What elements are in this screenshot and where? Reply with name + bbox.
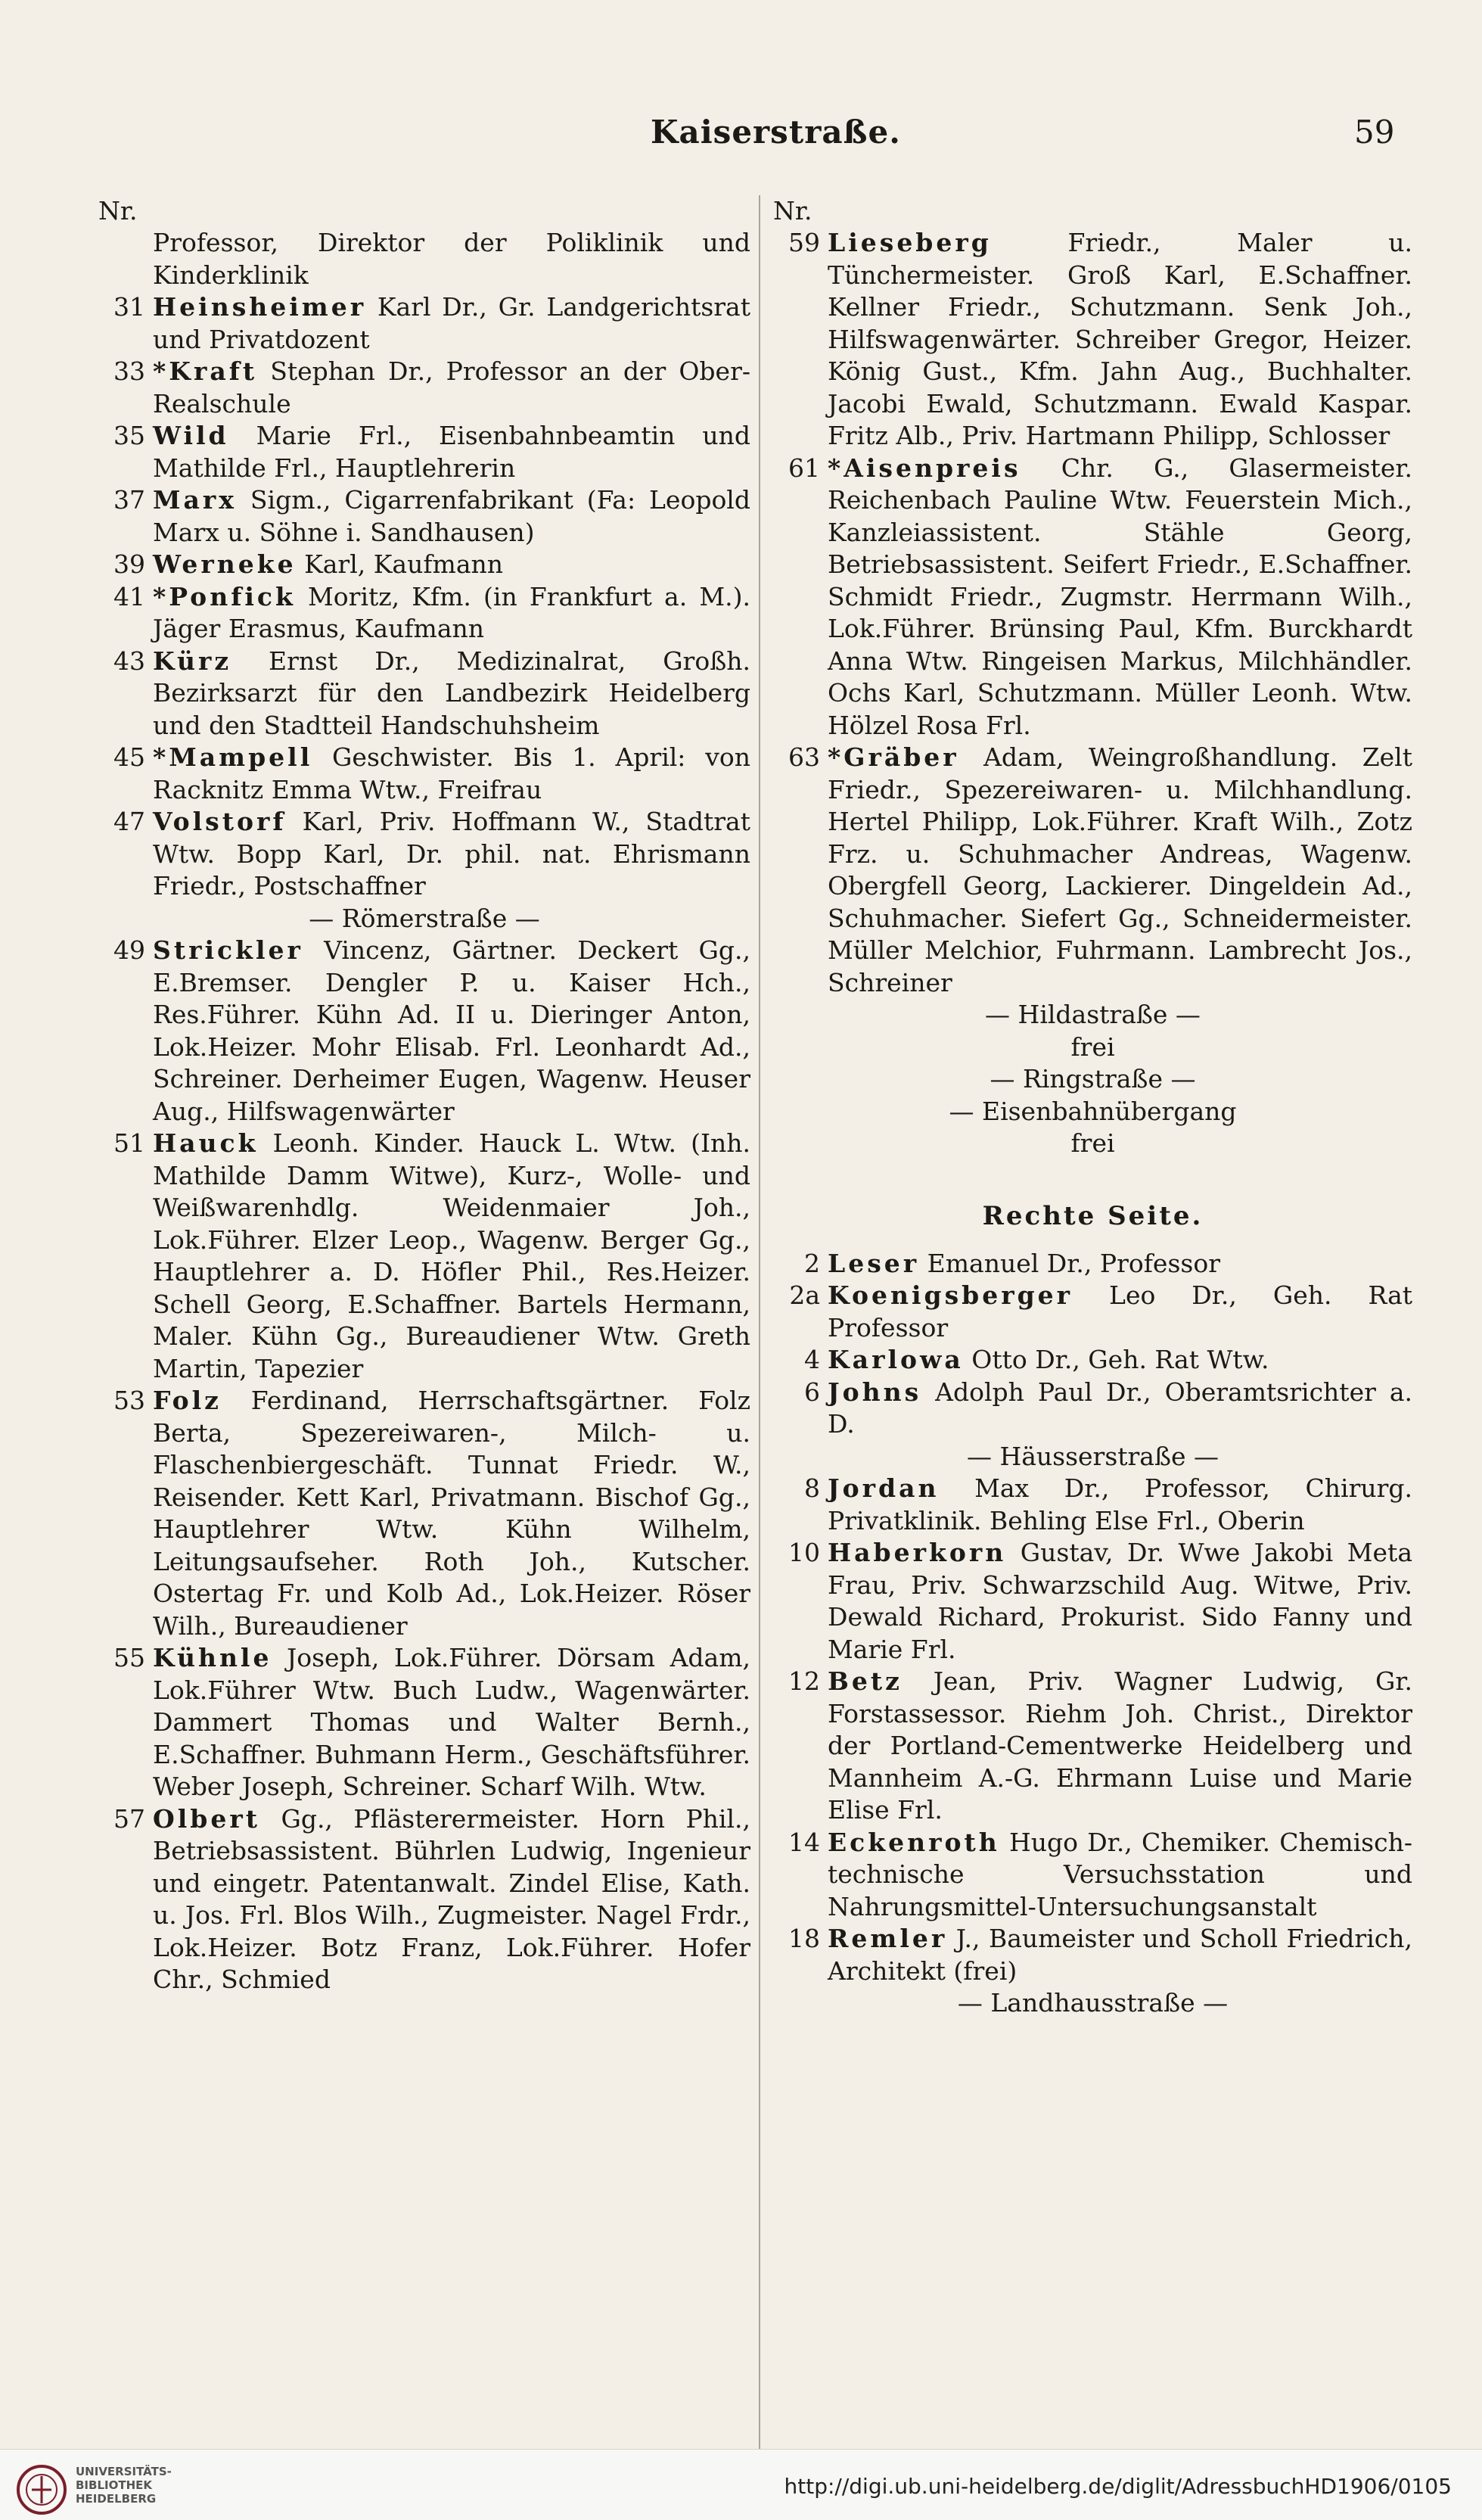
owner-name: Lieseberg (828, 228, 992, 257)
owner-name: Johns (828, 1377, 922, 1407)
residents-text: Geschwister. Bis 1. April: von Racknitz Emma Wtw., Freifrau (153, 742, 750, 804)
street-separator-haeusserstrasse: — Häusserstraße — (966, 1441, 1219, 1471)
owner-name: Heinsheimer (153, 292, 367, 322)
entry-text (153, 1642, 750, 1803)
entry-text (153, 742, 750, 806)
right-entry-list (773, 227, 1412, 999)
street-separator-landhausstrasse: — Landhausstraße — (957, 1988, 1229, 2018)
house-number: 37 (113, 485, 145, 515)
entry-text (828, 1280, 1412, 1344)
owner-name: Haberkorn (828, 1538, 1007, 1567)
house-number: 57 (113, 1803, 145, 1834)
house-number: 51 (113, 1128, 145, 1158)
residents-text: Stephan Dr., Professor an der Ober-Realschule (153, 356, 750, 418)
house-number: 55 (113, 1643, 145, 1672)
house-number: 8 (804, 1473, 820, 1503)
entry-text (828, 1344, 1412, 1377)
owner-name: Kühnle (153, 1643, 272, 1672)
owner-name: Volstorf (153, 807, 287, 836)
residents-text: Karl, Priv. Hoffmann W., Stadtrat Wtw. Bopp Karl, Dr. phil. nat. Ehrismann Friedr., Postschaffner (153, 807, 750, 901)
entry-text (153, 806, 750, 903)
house-number: 53 (113, 1386, 145, 1415)
owner-name: Strickler (153, 935, 303, 965)
residents-text: Vincenz, Gärtner. Deckert Gg., E.Bremser. Dengler P. u. Kaiser Hch., Res.Führer. Kühn Ad. II u. Dieringer Anton, Lok.Heizer. Mohr Elisab. Frl. Leonhardt Ad., Schreiner. Derheimer Eugen, Wagenw. Heuser Aug., Hilfswagenwärter (153, 935, 750, 1126)
owner-name: *Mampell (153, 742, 313, 772)
directory-entry (98, 1803, 750, 1996)
nr-label: Nr. (98, 196, 138, 226)
residents-text: Jean, Priv. Wagner Ludwig, Gr. Forstassessor. Riehm Joh. Christ., Direktor der Portland-Cementwerke Heidelberg und Mannheim A.-G. Ehrmann Luise und Marie Elise Frl. (828, 1666, 1412, 1825)
entry-text (153, 581, 750, 646)
house-number: 10 (788, 1538, 820, 1567)
owner-name: *Ponfick (153, 581, 296, 611)
residents-text: Ferdinand, Herrschaftsgärtner. Folz Berta, Spezereiwaren-, Milch- u. Flaschenbiergeschäft. Tunnat Friedr. W., Reisender. Kett Karl, Privatmann. Bischof Gg., Hauptlehrer Wtw. Kühn Wilhelm, Leitungsaufseher. Roth Joh., Kutscher. Ostertag Fr. und Kolb Ad., Lok.Heizer. Röser Wilh., Bureaudiener (153, 1386, 750, 1641)
owner-name: Betz (828, 1666, 903, 1696)
residents-text: Friedr., Maler u. Tünchermeister. Groß Karl, E.Schaffner. Kellner Friedr., Schutzmann. Senk Joh., Hilfswagenwärter. Schreiber Gregor, Heizer. König Gust., Kfm. Jahn Aug., Buchhalter. Jacobi Ewald, Schutzmann. Ewald Kaspar. Fritz Alb., Priv. Hartmann Philipp, Schlosser (828, 228, 1412, 450)
right-column (773, 195, 1412, 2020)
entry-text (828, 1473, 1412, 1537)
residents-text: J., Baumeister und Scholl Friedrich, Architekt (frei) (828, 1924, 1412, 1986)
house-number: 4 (804, 1345, 820, 1374)
directory-entry (773, 1377, 1412, 1441)
house-number: 43 (113, 646, 145, 676)
residents-text: Joseph, Lok.Führer. Dörsam Adam, Lok.Führer Wtw. Buch Ludw., Wagenwärter. Dammert Thomas und Walter Bernh., E.Schaffner. Buhmann Herm., Geschäftsführer. Weber Joseph, Schreiner. Scharf Wilh. Wtw. (153, 1643, 750, 1801)
library-name-line: HEIDELBERG (76, 2492, 157, 2506)
owner-name: Werneke (153, 549, 297, 579)
nr-label: Nr. (773, 196, 812, 226)
house-number: 39 (113, 549, 145, 579)
residents-text: Moritz, Kfm. (in Frankfurt a. M.). Jäger Erasmus, Kaufmann (153, 581, 750, 643)
residents-text: Hugo Dr., Chemiker. Chemisch-technische Versuchsstation und Nahrungsmittel-Untersuchungsanstalt (828, 1827, 1412, 1921)
owner-name: Leser (828, 1248, 920, 1278)
left-entry-list-2 (98, 935, 750, 1996)
library-name (76, 2465, 172, 2506)
directory-entry (98, 420, 750, 484)
owner-name: *Kraft (153, 356, 258, 386)
directory-entry (98, 356, 750, 420)
right-entry-list-3 (773, 1473, 1412, 1987)
page-header (0, 114, 1482, 174)
house-number: 59 (788, 228, 820, 257)
residents-text: Adolph Paul Dr., Oberamtsrichter a. D. (828, 1377, 1412, 1439)
owner-name: Jordan (828, 1473, 940, 1503)
entry-text (153, 356, 750, 420)
entry-text (153, 484, 750, 549)
entry-text (153, 646, 750, 742)
owner-name: Wild (153, 421, 229, 450)
directory-entry (98, 742, 750, 806)
library-name-line: BIBLIOTHEK (76, 2478, 152, 2492)
residents-text: Sigm., Cigarrenfabrikant (Fa: Leopold Marx u. Söhne i. Sandhausen) (153, 485, 750, 547)
railway-crossing: — Eisenbahnübergang (949, 1096, 1237, 1126)
entry-text (153, 935, 750, 1128)
entry-text (153, 1385, 750, 1642)
street-separator-roemerstrasse: — Römerstraße — (309, 903, 540, 933)
directory-entry (773, 1923, 1412, 1987)
section-heading-right-side: Rechte Seite. (982, 1200, 1204, 1231)
directory-entry (98, 549, 750, 581)
directory-entry (98, 1128, 750, 1385)
entry-text (153, 227, 750, 291)
right-entry-list-2 (773, 1248, 1412, 1441)
residents-text: Adam, Weingroßhandlung. Zelt Friedr., Spezereiwaren- u. Milchhandlung. Hertel Philipp, Lok.Führer. Kraft Wilh., Zotz Frz. u. Schuhmacher Andreas, Wagenw. Obergfell Georg, Lackierer. Dingeldein Ad., Schuhmacher. Siefert Gg., Schneidermeister. Müller Melchior, Fuhrmann. Lambrecht Jos., Schreiner (828, 742, 1412, 997)
owner-name: Remler (828, 1924, 948, 1953)
residents-text: Max Dr., Professor, Chirurg. Privatklinik. Behling Else Frl., Oberin (828, 1473, 1412, 1535)
residents-text: Professor, Direktor der Poliklinik und Kinderklinik (153, 228, 750, 290)
street-separator-hildastrasse: — Hildastraße — (985, 1000, 1201, 1029)
entry-text (828, 1537, 1412, 1666)
residents-text: Chr. G., Glasermeister. Reichenbach Pauline Wtw. Feuerstein Mich., Kanzleiassistent. Stähle Georg, Betriebsassistent. Seifert Friedr., E.Schaffner. Schmidt Friedr., Zugmstr. Herrmann Wilh., Lok.Führer. Brünsing Paul, Kfm. Burckhardt Anna Wtw. Ringeisen Markus, Milchhändler. Ochs Karl, Schutzmann. Müller Leonh. Wtw. Hölzel Rosa Frl. (828, 453, 1412, 740)
entry-text (828, 742, 1412, 999)
directory-entry (98, 291, 750, 356)
owner-name: Kürz (153, 646, 232, 676)
residents-text: Gustav, Dr. Wwe Jakobi Meta Frau, Priv. Schwarzschild Aug. Witwe, Priv. Dewald Richard, Prokurist. Sido Fanny und Marie Frl. (828, 1538, 1412, 1664)
column-divider (759, 195, 760, 2450)
residents-text: Emanuel Dr., Professor (919, 1248, 1220, 1278)
directory-entry (773, 1537, 1412, 1666)
house-number: 33 (113, 356, 145, 386)
entry-text (828, 453, 1412, 742)
house-number: 63 (788, 742, 820, 772)
owner-name: Olbert (153, 1803, 260, 1834)
house-number: 41 (113, 581, 145, 611)
left-entry-list (98, 227, 750, 903)
residents-text: Ernst Dr., Medizinalrat, Großh. Bezirksarzt für den Landbezirk Heidelberg und den Stadtteil Handschuhsheim (153, 646, 750, 740)
page-number: 59 (1354, 114, 1395, 151)
street-separator-ringstrasse: — Ringstraße — (990, 1064, 1196, 1094)
entry-text (153, 420, 750, 484)
entry-text (828, 227, 1412, 453)
owner-name: *Gräber (828, 742, 959, 772)
entry-text (153, 1128, 750, 1385)
house-number: 6 (804, 1377, 820, 1407)
directory-entry (98, 227, 750, 291)
owner-name: Hauck (153, 1128, 259, 1158)
entry-text (153, 1803, 750, 1996)
entry-text (828, 1377, 1412, 1441)
directory-entry (98, 1642, 750, 1803)
residents-text: Leonh. Kinder. Hauck L. Wtw. (Inh. Mathilde Damm Witwe), Kurz-, Wolle- und Weißwarenhdlg. Weidenmaier Joh., Lok.Führer. Elzer Leop., Wagenw. Berger Gg., Hauptlehrer a. D. Höfler Phil., Res.Heizer. Schell Georg, E.Schaffner. Bartels Hermann, Maler. Kühn Gg., Bureaudiener Wtw. Greth Martin, Tapezier (153, 1128, 750, 1383)
residents-text: Marie Frl., Eisenbahnbeamtin und Mathilde Frl., Hauptlehrerin (153, 421, 750, 483)
footer-bar (0, 2449, 1482, 2520)
house-number: 61 (788, 453, 820, 483)
entry-text (153, 549, 750, 581)
house-number: 35 (113, 421, 145, 450)
owner-name: Koenigsberger (828, 1280, 1073, 1310)
directory-entry (98, 646, 750, 742)
house-number: 49 (113, 935, 145, 965)
house-number: 18 (788, 1924, 820, 1953)
house-number: 2a (789, 1280, 820, 1310)
directory-entry (773, 1280, 1412, 1344)
residents-text: Karl Dr., Gr. Landgerichtsrat und Privatdozent (153, 292, 750, 354)
directory-entry (98, 806, 750, 903)
directory-entry (773, 1666, 1412, 1827)
page-title: Kaiserstraße. (651, 114, 901, 151)
house-number: 47 (113, 807, 145, 836)
residents-text: Otto Dr., Geh. Rat Wtw. (963, 1345, 1269, 1374)
owner-name: *Aisenpreis (828, 453, 1021, 483)
entry-text (153, 291, 750, 356)
house-number: 45 (113, 742, 145, 772)
vacant-note: frei (1070, 1031, 1115, 1062)
directory-entry (773, 1248, 1412, 1280)
house-number: 12 (788, 1666, 820, 1696)
directory-entry (98, 935, 750, 1128)
owner-name: Karlowa (828, 1345, 964, 1374)
directory-entry (773, 1827, 1412, 1924)
residents-text: Gg., Pflästerermeister. Horn Phil., Betriebsassistent. Bührlen Ludwig, Ingenieur und eingetr. Patentanwalt. Zindel Elise, Kath. u. Jos. Frl. Blos Wilh., Zugmeister. Nagel Frdr., Lok.Heizer. Botz Franz, Lok.Führer. Hofer Chr., Schmied (153, 1803, 750, 1994)
directory-entry (98, 1385, 750, 1642)
house-number: 14 (788, 1827, 820, 1857)
directory-entry (773, 1473, 1412, 1537)
directory-entry (98, 484, 750, 549)
owner-name: Marx (153, 485, 237, 515)
directory-entry (773, 453, 1412, 742)
entry-text (828, 1666, 1412, 1827)
source-url-link[interactable]: http://digi.ub.uni-heidelberg.de/diglit/AdressbuchHD1906/0105 (784, 2474, 1452, 2499)
directory-entry (773, 1344, 1412, 1377)
owner-name: Eckenroth (828, 1827, 1000, 1857)
directory-entry (98, 581, 750, 646)
directory-entry (773, 227, 1412, 453)
library-seal-icon (15, 2463, 68, 2516)
residents-text: Karl, Kaufmann (296, 549, 504, 579)
residents-text: Leo Dr., Geh. Rat Professor (828, 1280, 1412, 1342)
left-column (98, 195, 750, 1996)
vacant-note: frei (1070, 1128, 1115, 1158)
entry-text (828, 1923, 1412, 1987)
entry-text (828, 1827, 1412, 1924)
directory-entry (773, 742, 1412, 999)
house-number: 31 (113, 292, 145, 322)
entry-text (828, 1248, 1412, 1280)
owner-name: Folz (153, 1386, 222, 1415)
house-number: 2 (804, 1248, 820, 1278)
library-name-line: UNIVERSITÄTS- (76, 2465, 172, 2478)
